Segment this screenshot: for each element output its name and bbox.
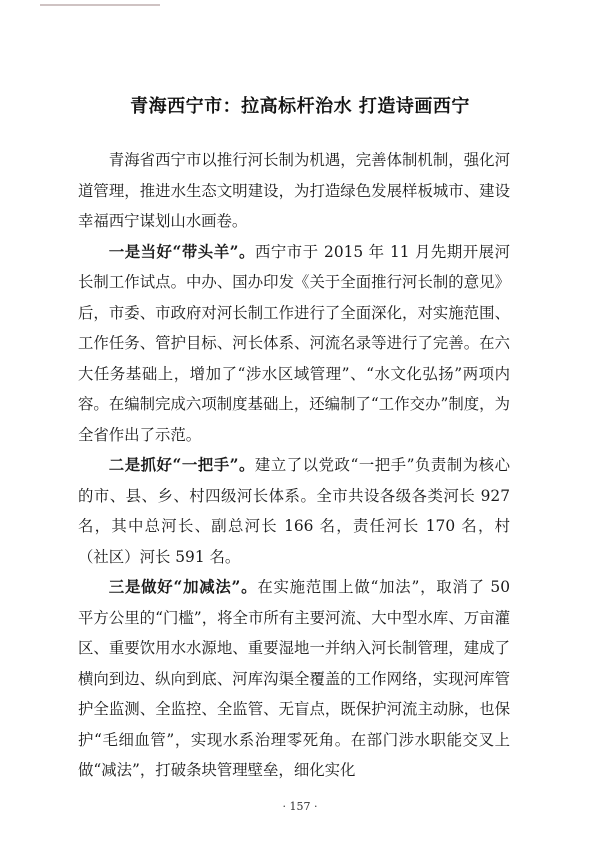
page-number: · 157 · (282, 800, 318, 813)
top-rule (40, 4, 160, 6)
paragraph-intro (78, 145, 510, 237)
paragraph-text: 建立了以党政“一把手”负责制为核心的市、县、乡、村四级河长体系。全市共设各级各类河长 927 名，其中总河长、副总河长 166 名，责任河长 170 名，村（社区）河长 591 名。 (78, 456, 510, 566)
paragraph-third-point (78, 572, 510, 786)
paragraph-first-point (78, 237, 510, 451)
paragraph-text: 西宁市于 2015 年 11 月先期开展河长制工作试点。中办、国办印发《关于全面推行河长制的意见》后，市委、市政府对河长制工作进行了全面深化，对实施范围、工作任务、管护目标、河长体系、河流名录等进行了完善。在六大任务基础上，增加了“涉水区域管理”、“水文化弘扬”两项内容。在编制完成六项制度基础上，还编制了“工作交办”制度，为全省作出了示范。 (78, 242, 510, 444)
paragraph-second-point (78, 450, 510, 572)
paragraph-text: 在实施范围上做“加法”，取消了 50 平方公里的“门槛”，将全市所有主要河流、大中型水库、万亩灌区、重要饮用水水源地、重要湿地一并纳入河长制管理，建成了横向到边、纵向到底、河库沟渠全覆盖的工作网络，实现河库管护全监测、全监控、全监管、无盲点，既保护河流主动脉，也保护“毛细血管”，实现水系治理零死角。在部门涉水职能交叉上做“减法”，打破条块管理壁垒，细化实化 (78, 578, 510, 779)
paragraph-text: 青海省西宁市以推行河长制为机遇，完善体制机制，强化河道管理，推进水生态文明建设，为打造绿色发展样板城市、建设幸福西宁谋划山水画卷。 (78, 151, 510, 230)
page-title: 青海西宁市：拉高标杆治水 打造诗画西宁 (130, 96, 470, 117)
article-body (78, 145, 510, 786)
paragraph-lead: 一是当好“带头羊”。 (108, 242, 255, 261)
paragraph-lead: 三是做好“加减法”。 (108, 578, 258, 596)
paragraph-lead: 二是抓好“一把手”。 (108, 456, 255, 474)
